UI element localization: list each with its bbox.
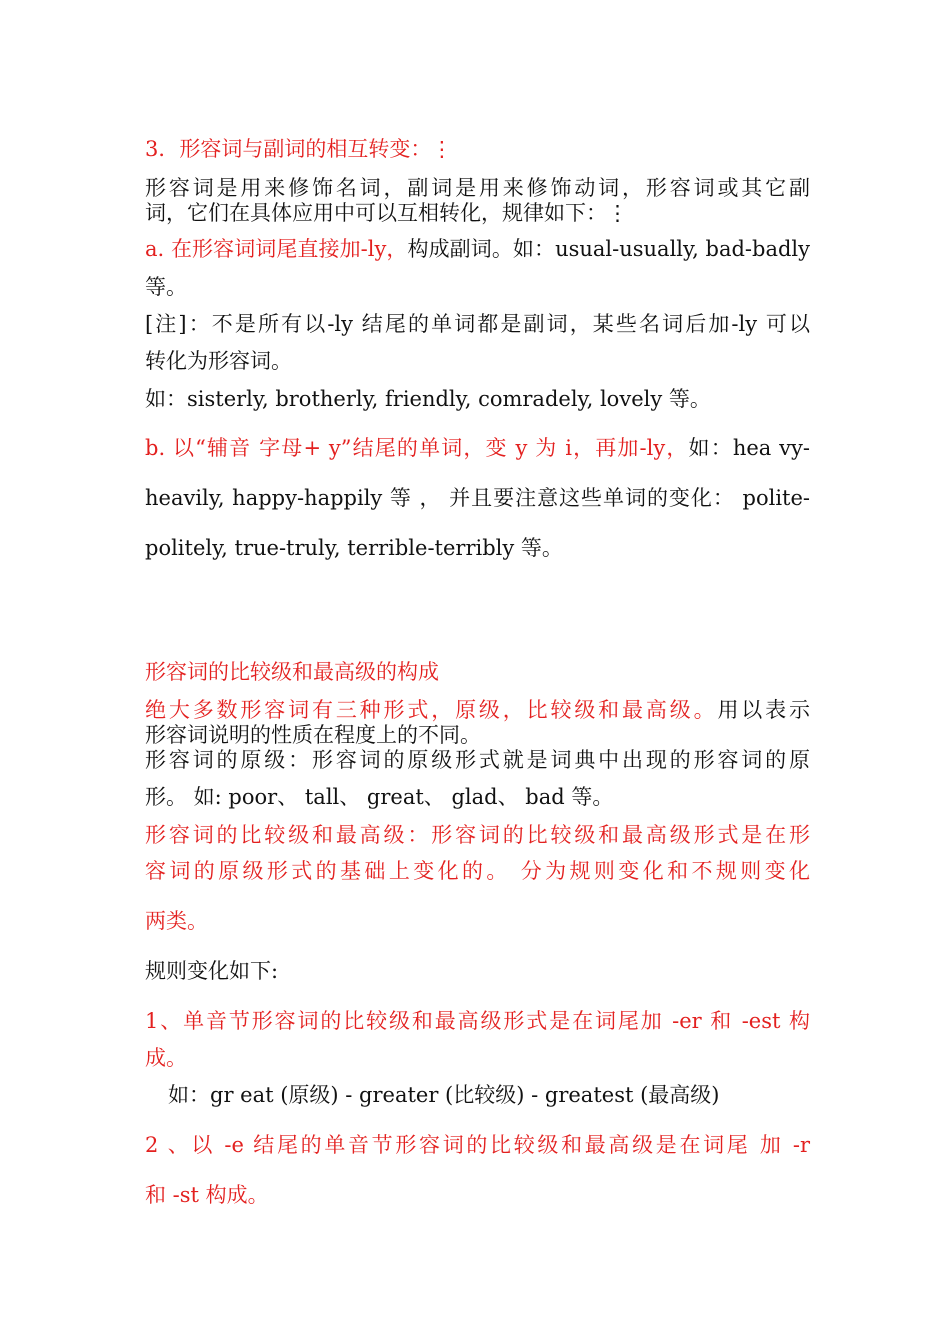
rule-a-line bbox=[145, 236, 810, 262]
paragraph-line: 转化为形容词。 bbox=[145, 349, 292, 373]
rule-b-red-text: b. 以“辅音 字母+ y”结尾的单词，变 y 为 i，再加-ly， bbox=[145, 436, 689, 460]
rule-1-line: 1、单音节形容词的比较级和最高级形式是在词尾加 -er 和 -est 构 bbox=[145, 1009, 810, 1033]
rule-1-line: 成。 bbox=[145, 1046, 187, 1070]
subheading: 规则变化如下: bbox=[145, 959, 279, 983]
rule-2-line: 2 、以 -e 结尾的单音节形容词的比较级和最高级是在词尾 加 -r bbox=[145, 1133, 810, 1157]
paragraph-line-red: 两类。 bbox=[145, 909, 208, 933]
rule-b-black-text: 如：hea vy- bbox=[688, 436, 810, 460]
paragraph-line: politely, true-truly, terrible-terribly 等。 bbox=[145, 536, 563, 560]
rule-a-black-text: 构成副词。如：usual-usually, bad-badly bbox=[407, 237, 811, 261]
example-line: 形。 如: poor、 tall、 great、 glad、 bad 等。 bbox=[145, 785, 614, 809]
example-line: 如：gr eat (原级) - greater (比较级) - greatest (最高级) bbox=[168, 1083, 720, 1107]
rule-a-red-text: a. 在形容词词尾直接加-ly， bbox=[145, 237, 408, 261]
paragraph-line: 等。 bbox=[145, 275, 187, 299]
intro-red-text: 绝大多数形容词有三种形式，原级，比较级和最高级。 bbox=[145, 698, 718, 722]
note-line: [注]：不是所有以-ly 结尾的单词都是副词，某些名词后加-ly 可以 bbox=[145, 312, 810, 336]
rule-2-line: 和 -st 构成。 bbox=[145, 1183, 269, 1207]
intro-line bbox=[145, 697, 810, 723]
rule-b-line bbox=[145, 435, 810, 461]
intro-black-text: 用以表示 bbox=[717, 698, 811, 722]
paragraph-line-red: 容词的原级形式的基础上变化的。 分为规则变化和不规则变化 bbox=[145, 859, 810, 883]
example-line: 如：sisterly, brotherly, friendly, comradely, lovely 等。 bbox=[145, 387, 711, 411]
paragraph-line: 形容词是用来修饰名词，副词是用来修饰动词，形容词或其它副 bbox=[145, 176, 810, 200]
paragraph-line-red: 形容词的比较级和最高级：形容词的比较级和最高级形式是在形 bbox=[145, 823, 810, 847]
paragraph-line: heavily, happy-happily 等 ， 并且要注意这些单词的变化： polite- bbox=[145, 486, 810, 510]
section-heading-3: 3．形容词与副词的相互转变：⋮ bbox=[145, 137, 453, 161]
paragraph-line: 词，它们在具体应用中可以互相转化，规律如下：⋮ bbox=[145, 201, 628, 225]
paragraph-line: 形容词说明的性质在程度上的不同。 bbox=[145, 723, 481, 747]
paragraph-line: 形容词的原级：形容词的原级形式就是词典中出现的形容词的原 bbox=[145, 748, 810, 772]
section-heading-comparison: 形容词的比较级和最高级的构成 bbox=[145, 660, 439, 684]
